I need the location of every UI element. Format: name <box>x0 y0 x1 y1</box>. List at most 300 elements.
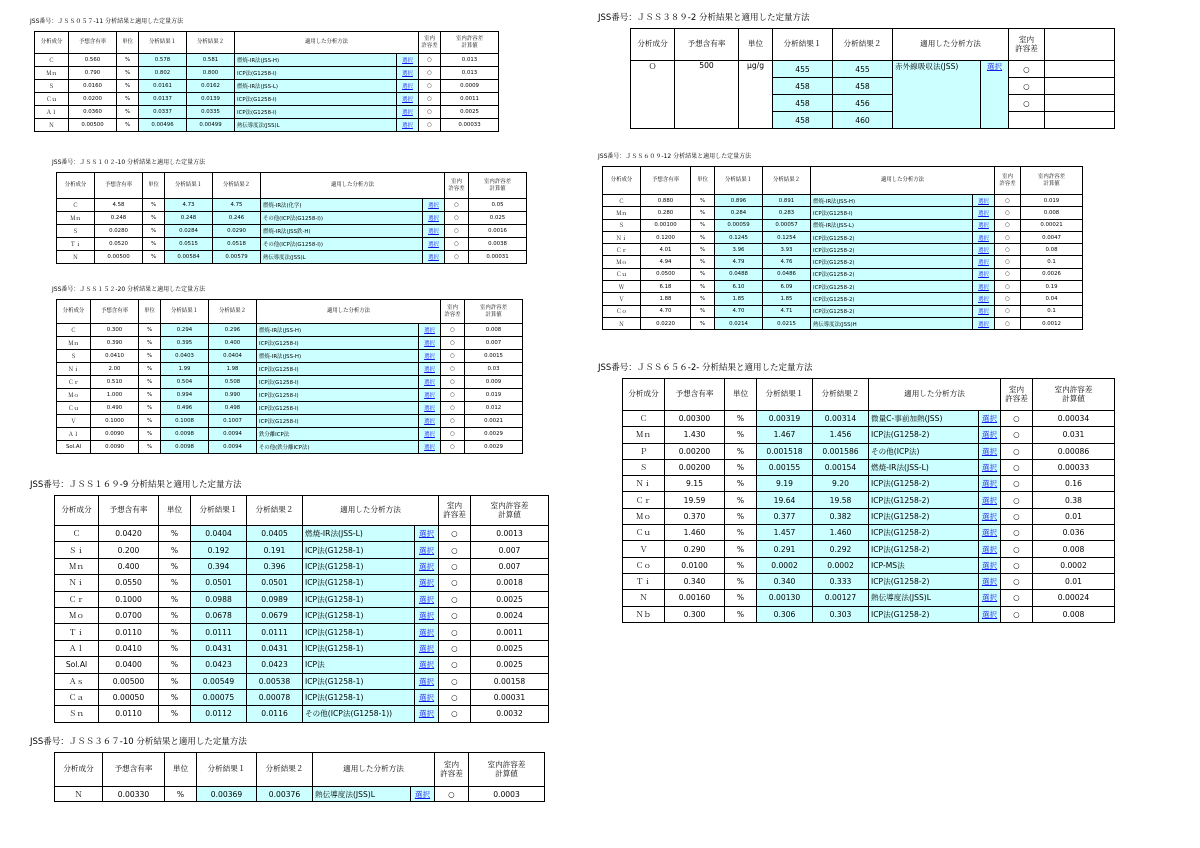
cell-calc: 0.00158 <box>471 673 549 689</box>
table-row <box>623 459 1115 475</box>
cell-tolerance: ○ <box>441 376 465 389</box>
cell-tolerance: ○ <box>995 207 1021 219</box>
cell-expected: 0.0700 <box>99 607 159 623</box>
header-element: 分析成分 <box>35 32 69 54</box>
header-blank <box>1045 29 1115 61</box>
select-link[interactable]: 選択 <box>979 606 1001 622</box>
cell-result-1: 0.394 <box>191 558 247 574</box>
cell-calc: 0.0011 <box>471 624 549 640</box>
select-link[interactable]: 選択 <box>397 67 419 80</box>
cell-unit: % <box>143 238 165 251</box>
cell-result-1: 0.0098 <box>161 441 209 454</box>
select-link[interactable]: 選択 <box>979 476 1001 492</box>
select-link[interactable]: 選択 <box>415 607 439 623</box>
select-link[interactable]: 選択 <box>419 415 441 428</box>
cell-method: ICP法(G1258-1) <box>303 689 415 705</box>
cell-method: 赤外線吸収法(JSS) <box>893 61 981 129</box>
cell-calc: 0.007 <box>471 542 549 558</box>
select-link[interactable]: 選択 <box>419 324 441 337</box>
cell-unit: % <box>159 640 191 656</box>
cell-element: Ｏ <box>631 61 675 129</box>
select-link[interactable]: 選択 <box>415 558 439 574</box>
cell-tolerance: ○ <box>1001 541 1033 557</box>
cell-expected: 0.290 <box>665 541 725 557</box>
select-link[interactable]: 選択 <box>979 508 1001 524</box>
select-link[interactable]: 選択 <box>397 106 419 119</box>
cell-result-2: 460 <box>833 112 893 129</box>
table-row <box>623 427 1115 443</box>
cell-result-1: 4.70 <box>715 305 763 317</box>
select-link[interactable]: 選択 <box>397 54 419 67</box>
select-link[interactable]: 選択 <box>415 591 439 607</box>
cell-expected: 0.490 <box>91 402 139 415</box>
cell-method: ICP法(G1258-2) <box>869 492 979 508</box>
header-unit: 単位 <box>691 167 715 195</box>
cell-method: ICP法(G1258-1) <box>303 558 415 574</box>
select-link[interactable]: 選択 <box>979 525 1001 541</box>
cell-result-1: 0.0678 <box>191 607 247 623</box>
cell-tolerance: ○ <box>1001 525 1033 541</box>
cell-method: ICP法(G1258-2) <box>869 525 979 541</box>
cell-tolerance: ○ <box>441 402 465 415</box>
cell-element: Ｖ <box>603 293 641 305</box>
results-table <box>56 299 523 454</box>
cell-method: 熱伝導度法(JSS)L <box>235 119 397 132</box>
cell-element: Ｃｏ <box>623 557 665 573</box>
header-expected: 予想含有率 <box>665 379 725 411</box>
cell-element: Ｃ <box>55 526 99 542</box>
cell-result-1: 0.994 <box>161 389 209 402</box>
cell-result-1: 0.0404 <box>191 526 247 542</box>
select-link[interactable]: 選択 <box>419 402 441 415</box>
select-link[interactable]: 選択 <box>419 376 441 389</box>
table-row <box>623 492 1115 508</box>
cell-element: Ｃｒ <box>603 244 641 256</box>
cell-element: Ｃａ <box>55 689 99 705</box>
cell-expected: 0.300 <box>665 606 725 622</box>
cell-result-2: 0.00579 <box>213 251 261 264</box>
results-table <box>630 28 1115 129</box>
cell-tolerance: ○ <box>1001 557 1033 573</box>
table-row <box>623 573 1115 589</box>
header-calc: 室内許容差 計算値 <box>1021 167 1083 195</box>
cell-unit: % <box>139 415 161 428</box>
cell-result-1: 4.79 <box>715 256 763 268</box>
cell-calc: 0.00031 <box>469 251 527 264</box>
select-link[interactable]: 選択 <box>979 492 1001 508</box>
cell-unit: % <box>725 492 757 508</box>
cell-element: Ｎｂ <box>623 606 665 622</box>
select-link[interactable]: 選択 <box>979 443 1001 459</box>
header-unit: 単位 <box>725 379 757 411</box>
cell-result-1: 0.248 <box>165 212 213 225</box>
header-tolerance: 室内 許容差 <box>441 300 465 324</box>
select-link[interactable]: 選択 <box>979 590 1001 606</box>
select-link[interactable]: 選択 <box>973 281 995 293</box>
cell-calc: 0.0025 <box>441 106 499 119</box>
table-row <box>57 225 527 238</box>
cell-tolerance: ○ <box>1001 443 1033 459</box>
cell-tolerance: ○ <box>1009 78 1045 95</box>
table-row <box>35 67 499 80</box>
cell-unit: % <box>725 508 757 524</box>
cell-result-1: 19.64 <box>757 492 813 508</box>
table-row <box>55 657 549 673</box>
table-row <box>55 673 549 689</box>
header-expected: 予想含有率 <box>103 753 165 787</box>
cell-tolerance: ○ <box>1001 459 1033 475</box>
select-link[interactable]: 選択 <box>981 61 1009 129</box>
cell-unit: % <box>725 443 757 459</box>
cell-tolerance: ○ <box>445 212 469 225</box>
cell-method: ICP法(G1258-1) <box>303 673 415 689</box>
cell-result-1: 458 <box>773 112 833 129</box>
cell-calc: 0.1 <box>1021 256 1083 268</box>
table-title: JSS番号：ＪＳＳ０５７-11 分析結果と適用した定量方法 <box>30 18 184 25</box>
cell-calc: 0.031 <box>1033 427 1115 443</box>
cell-expected: 1.430 <box>665 427 725 443</box>
cell-unit: % <box>159 591 191 607</box>
cell-result-1: 0.0284 <box>165 225 213 238</box>
cell-result-2: 456 <box>833 95 893 112</box>
header-tolerance: 室内 許容差 <box>435 753 469 787</box>
header-element: 分析成分 <box>55 496 99 526</box>
cell-result-1: 0.00075 <box>191 689 247 705</box>
cell-unit: % <box>139 337 161 350</box>
table-row <box>35 54 499 67</box>
header-unit: 単位 <box>139 300 161 324</box>
select-link[interactable]: 選択 <box>979 573 1001 589</box>
cell-element: Ｍｎ <box>35 67 69 80</box>
cell-result-2: 0.0405 <box>247 526 303 542</box>
cell-result-2: 0.00314 <box>813 411 869 427</box>
cell-result-1: 0.0423 <box>191 657 247 673</box>
table-row <box>603 293 1083 305</box>
cell-expected: 0.00160 <box>665 590 725 606</box>
cell-result-2: 0.0139 <box>187 93 235 106</box>
cell-unit: % <box>725 590 757 606</box>
cell-calc: 0.0013 <box>471 526 549 542</box>
cell-expected: 0.0220 <box>641 317 691 329</box>
cell-tolerance: ○ <box>435 787 469 802</box>
select-link[interactable]: 選択 <box>397 80 419 93</box>
select-link[interactable]: 選択 <box>415 706 439 722</box>
select-link[interactable]: 選択 <box>415 657 439 673</box>
table-block-jss389 <box>598 12 1115 129</box>
cell-result-1: 0.0161 <box>139 80 187 93</box>
select-link[interactable]: 選択 <box>419 363 441 376</box>
cell-method: その他(ICP法(G1258-Ⅰ)) <box>261 212 423 225</box>
cell-expected: 0.0410 <box>99 640 159 656</box>
cell-result-1: 0.00496 <box>139 119 187 132</box>
cell-method: その他(ICP法(G1258-1)) <box>303 706 415 722</box>
cell-element: Ｍｎ <box>55 558 99 574</box>
select-link[interactable]: 選択 <box>979 459 1001 475</box>
select-link[interactable]: 選択 <box>423 251 445 264</box>
select-link[interactable]: 選択 <box>973 317 995 329</box>
cell-tolerance: ○ <box>439 526 471 542</box>
cell-result-1: 0.496 <box>161 402 209 415</box>
cell-method: ICP法(G1258-2) <box>869 427 979 443</box>
table-row <box>55 542 549 558</box>
select-link[interactable]: 選択 <box>419 428 441 441</box>
cell-method: ICP法(G1258-2) <box>811 281 973 293</box>
cell-element: Ｃｕ <box>35 93 69 106</box>
cell-expected: 0.00330 <box>103 787 165 802</box>
cell-expected: 0.0200 <box>69 93 117 106</box>
cell-unit: % <box>691 281 715 293</box>
cell-unit: % <box>691 195 715 207</box>
cell-result-1: 0.0137 <box>139 93 187 106</box>
cell-result-2: 0.303 <box>813 606 869 622</box>
select-link[interactable]: 選択 <box>415 673 439 689</box>
header-method: 適用した分析方法 <box>303 496 439 526</box>
cell-result-1: 0.578 <box>139 54 187 67</box>
cell-calc: 0.0025 <box>471 640 549 656</box>
header-result-2: 分析結果２ <box>833 29 893 61</box>
select-link[interactable]: 選択 <box>397 119 419 132</box>
select-link[interactable]: 選択 <box>973 244 995 256</box>
cell-calc: 0.0032 <box>471 706 549 722</box>
select-link[interactable]: 選択 <box>973 293 995 305</box>
select-link[interactable]: 選択 <box>415 689 439 705</box>
cell-result-2: 0.00538 <box>247 673 303 689</box>
cell-method: ICP法(G1258-2) <box>811 231 973 243</box>
cell-element: Ｎ <box>603 317 641 329</box>
cell-tolerance: ○ <box>439 689 471 705</box>
cell-result-1: 6.10 <box>715 281 763 293</box>
cell-method: 熱伝導度法(JSS)H <box>811 317 973 329</box>
select-link[interactable]: 選択 <box>423 238 445 251</box>
cell-element: Ｗ <box>603 281 641 293</box>
table-block-jss609 <box>598 152 1083 330</box>
table-row <box>57 251 527 264</box>
table-row <box>603 256 1083 268</box>
cell-unit: % <box>691 231 715 243</box>
cell-element: Ｍｏ <box>57 389 91 402</box>
select-link[interactable]: 選択 <box>397 93 419 106</box>
select-link[interactable]: 選択 <box>973 256 995 268</box>
results-table <box>622 378 1115 623</box>
cell-result-2: 0.0989 <box>247 591 303 607</box>
cell-element: Ｃｒ <box>57 376 91 389</box>
cell-calc: 0.04 <box>1021 293 1083 305</box>
cell-unit: % <box>159 673 191 689</box>
cell-expected: 0.340 <box>665 573 725 589</box>
cell-calc: 0.00031 <box>471 689 549 705</box>
cell-tolerance: ○ <box>445 238 469 251</box>
cell-calc: 0.008 <box>465 324 523 337</box>
cell-method: 鉄分離ICP法 <box>257 428 419 441</box>
cell-method: ICP法(G1258-2) <box>811 256 973 268</box>
cell-method: その他(ICP法(G1258-Ⅰ)) <box>261 238 423 251</box>
cell-result-2: 0.191 <box>247 542 303 558</box>
select-link[interactable]: 選択 <box>973 305 995 317</box>
table-row <box>603 268 1083 280</box>
cell-method: 微量C-事前加熱(JSS) <box>869 411 979 427</box>
cell-method: ICP法(G1258-2) <box>811 293 973 305</box>
cell-result-1: 1.99 <box>161 363 209 376</box>
cell-result-2: 1.460 <box>813 525 869 541</box>
select-link[interactable]: 選択 <box>411 787 435 802</box>
select-link[interactable]: 選択 <box>973 207 995 219</box>
header-result-1: 分析結果１ <box>715 167 763 195</box>
cell-calc: 0.008 <box>1021 207 1083 219</box>
table-row <box>57 350 523 363</box>
cell-calc: 0.013 <box>441 67 499 80</box>
cell-calc: 0.0018 <box>471 575 549 591</box>
cell-tolerance: ○ <box>445 199 469 212</box>
cell-method: ICP-MS法 <box>869 557 979 573</box>
cell-result-2: 0.1254 <box>763 231 811 243</box>
header-expected: 予想含有率 <box>641 167 691 195</box>
cell-expected: 0.400 <box>99 558 159 574</box>
cell-result-2: 0.00154 <box>813 459 869 475</box>
cell-result-2: 0.292 <box>813 541 869 557</box>
cell-method: ICP法(G1258-2) <box>869 541 979 557</box>
header-method: 適用した分析方法 <box>869 379 1001 411</box>
cell-result-1: 0.0337 <box>139 106 187 119</box>
cell-calc: 0.05 <box>469 199 527 212</box>
cell-element: Ｍｎ <box>57 337 91 350</box>
header-expected: 予想含有率 <box>99 496 159 526</box>
select-link[interactable]: 選択 <box>419 389 441 402</box>
cell-unit: % <box>143 251 165 264</box>
header-result-2: 分析結果２ <box>257 753 313 787</box>
cell-result-1: 0.1245 <box>715 231 763 243</box>
cell-result-2: 19.58 <box>813 492 869 508</box>
select-link[interactable]: 選択 <box>979 427 1001 443</box>
select-link[interactable]: 選択 <box>419 337 441 350</box>
header-element: 分析成分 <box>623 379 665 411</box>
cell-result-2: 0.00376 <box>257 787 313 802</box>
cell-result-1: 0.284 <box>715 207 763 219</box>
table-row <box>55 689 549 705</box>
cell-calc: 0.036 <box>1033 525 1115 541</box>
table-row <box>623 476 1115 492</box>
cell-element: Ａｌ <box>57 428 91 441</box>
cell-method: ICP法(G1258-1) <box>303 575 415 591</box>
cell-calc: 0.0029 <box>465 428 523 441</box>
cell-result-1: 0.00130 <box>757 590 813 606</box>
cell-tolerance: ○ <box>441 441 465 454</box>
cell-result-1: 0.0112 <box>191 706 247 722</box>
select-link[interactable]: 選択 <box>979 557 1001 573</box>
select-link[interactable]: 選択 <box>423 225 445 238</box>
cell-element: Ｎｉ <box>623 476 665 492</box>
table-row <box>57 363 523 376</box>
cell-unit: % <box>691 256 715 268</box>
cell-expected: 2.00 <box>91 363 139 376</box>
select-link[interactable]: 選択 <box>973 195 995 207</box>
cell-result-2: 0.0431 <box>247 640 303 656</box>
cell-unit: % <box>691 317 715 329</box>
cell-calc: 0.1 <box>1021 305 1083 317</box>
table-block-jss152 <box>52 285 523 454</box>
cell-tolerance: ○ <box>441 363 465 376</box>
cell-element: Ｓ <box>623 459 665 475</box>
cell-element: Ｎｉ <box>55 575 99 591</box>
cell-expected: 0.0410 <box>91 350 139 363</box>
cell-expected: 0.00050 <box>99 689 159 705</box>
select-link[interactable]: 選択 <box>415 640 439 656</box>
cell-unit: % <box>159 689 191 705</box>
cell-result-1: 0.0431 <box>191 640 247 656</box>
header-result-1: 分析結果１ <box>161 300 209 324</box>
cell-result-2: 0.296 <box>209 324 257 337</box>
select-link[interactable]: 選択 <box>415 542 439 558</box>
cell-unit: % <box>139 350 161 363</box>
table-row <box>623 541 1115 557</box>
cell-method: ICP法(G1258-2) <box>811 268 973 280</box>
cell-unit: % <box>725 476 757 492</box>
select-link[interactable]: 選択 <box>979 541 1001 557</box>
cell-unit: % <box>139 376 161 389</box>
cell-method: 燃焼-IR法(JSS-H) <box>257 324 419 337</box>
cell-calc: 0.025 <box>469 212 527 225</box>
cell-tolerance: ○ <box>419 93 441 106</box>
cell-expected: 6.18 <box>641 281 691 293</box>
cell-method: 燃焼-IR法(JSS-H) <box>235 54 397 67</box>
cell-unit: % <box>139 324 161 337</box>
cell-calc: 0.01 <box>1033 508 1115 524</box>
cell-tolerance: ○ <box>995 219 1021 231</box>
cell-method: ICP法(G1258-Ⅰ) <box>235 106 397 119</box>
cell-expected: 0.0100 <box>665 557 725 573</box>
select-link[interactable]: 選択 <box>973 231 995 243</box>
header-calc: 室内許容差 計算値 <box>469 173 527 199</box>
cell-method: 燃焼-IR法(JSS-H) <box>257 350 419 363</box>
select-link[interactable]: 選択 <box>979 411 1001 427</box>
table-row <box>623 557 1115 573</box>
cell-tolerance: ○ <box>995 244 1021 256</box>
cell-tolerance: ○ <box>1001 492 1033 508</box>
select-link[interactable]: 選択 <box>419 441 441 454</box>
header-calc: 室内許容差 計算値 <box>465 300 523 324</box>
cell-element: Ｐ <box>623 443 665 459</box>
cell-calc: 0.00033 <box>441 119 499 132</box>
cell-tolerance: ○ <box>1001 411 1033 427</box>
select-link[interactable]: 選択 <box>415 575 439 591</box>
header-unit: 単位 <box>165 753 197 787</box>
cell-expected: 1.88 <box>641 293 691 305</box>
cell-result-1: 0.0501 <box>191 575 247 591</box>
cell-element: Ｃｏ <box>603 305 641 317</box>
select-link[interactable]: 選択 <box>419 350 441 363</box>
cell-unit: % <box>139 389 161 402</box>
cell-expected: 0.0110 <box>99 624 159 640</box>
select-link[interactable]: 選択 <box>973 219 995 231</box>
select-link[interactable]: 選択 <box>423 212 445 225</box>
cell-tolerance: ○ <box>1001 606 1033 622</box>
cell-result-1: 0.802 <box>139 67 187 80</box>
cell-calc: 0.38 <box>1033 492 1115 508</box>
cell-unit: % <box>143 225 165 238</box>
cell-element: Ｖ <box>57 415 91 428</box>
cell-unit: % <box>159 542 191 558</box>
cell-tolerance: ○ <box>439 591 471 607</box>
header-expected: 予想含有率 <box>95 173 143 199</box>
cell-expected: 0.370 <box>665 508 725 524</box>
cell-method: ICP法(G1258-1) <box>303 640 415 656</box>
cell-result-1: 3.96 <box>715 244 763 256</box>
cell-element: Ｍｏ <box>55 607 99 623</box>
select-link[interactable]: 選択 <box>423 199 445 212</box>
cell-expected: 0.300 <box>91 324 139 337</box>
select-link[interactable]: 選択 <box>415 624 439 640</box>
select-link[interactable]: 選択 <box>415 526 439 542</box>
select-link[interactable]: 選択 <box>973 268 995 280</box>
